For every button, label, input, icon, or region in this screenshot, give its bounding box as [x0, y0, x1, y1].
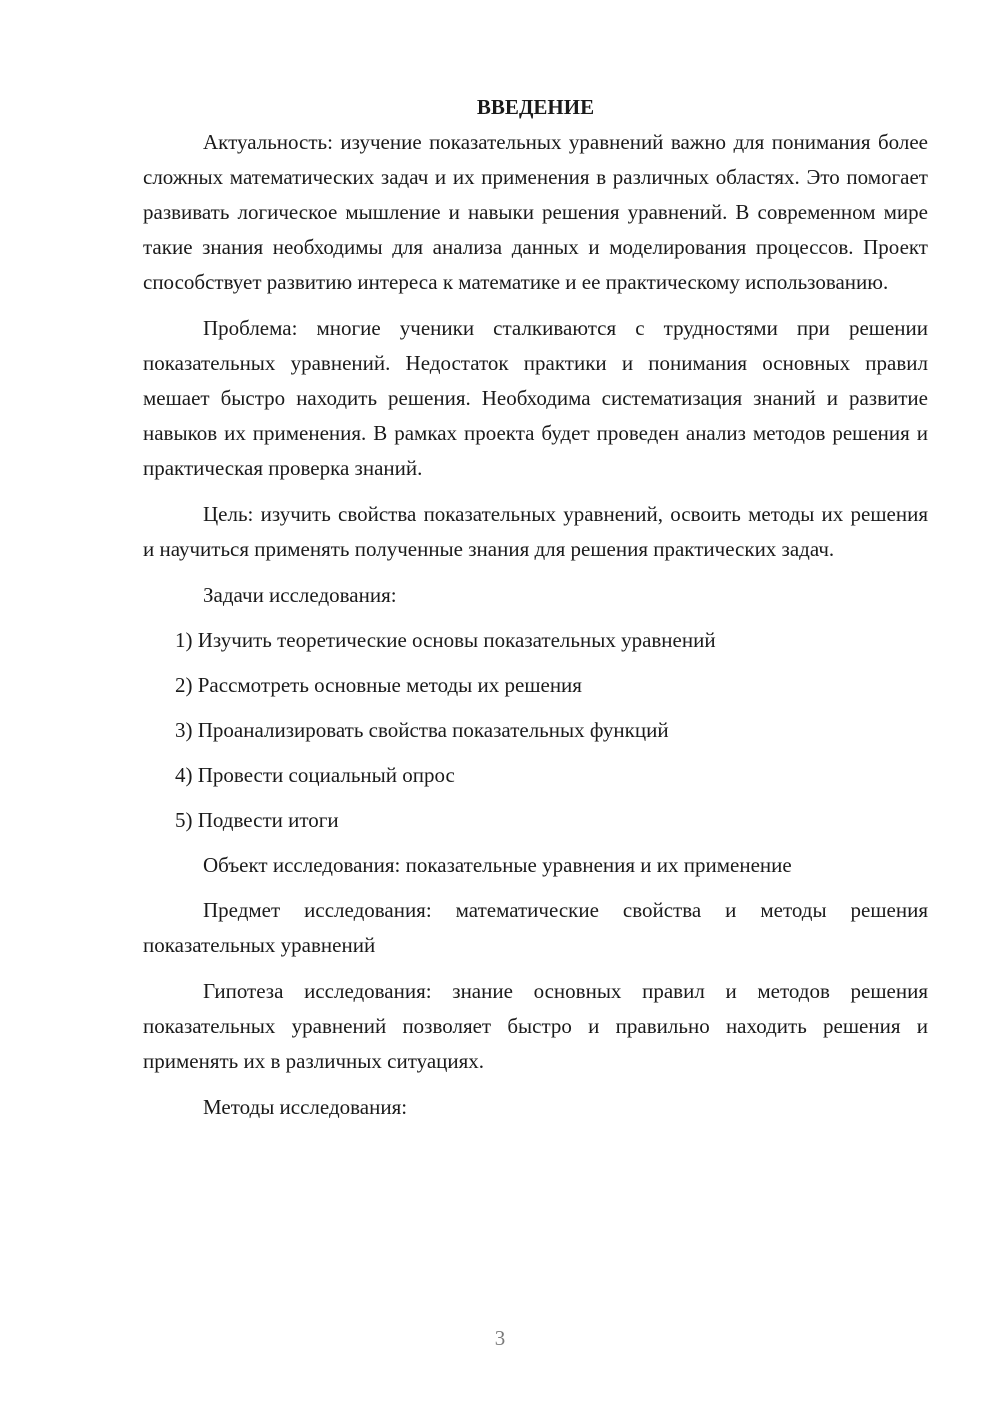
paragraph-goal: Цель: изучить свойства показательных уравнений, освоить методы их решения и научиться применять полученные знания для решения практических задач. [143, 502, 928, 561]
paragraph-problem: Проблема: многие ученики сталкиваются с трудностями при решении показательных уравнений. Недостаток практики и понимания основных правил мешает быстро находить решения. Необходима систематизация знаний и развитие навыков их применения. В рамках проекта будет проведен анализ методов решения и практическая проверка знаний. [143, 316, 928, 480]
paragraph-subject: Предмет исследования: математические свойства и методы решения показательных уравнений [143, 898, 928, 957]
paragraph-methods: Методы исследования: [203, 1095, 408, 1119]
paragraph-tasks-heading: Задачи исследования: [203, 583, 397, 607]
section-heading: ВВЕДЕНИЕ [476, 95, 595, 119]
paragraph-hypothesis: Гипотеза исследования: знание основных правил и методов решения показательных уравнений позволяет быстро и правильно находить решения и применять их в различных ситуациях. [143, 979, 928, 1073]
list-item: 3) Проанализировать свойства показательных функций [175, 718, 669, 742]
paragraph-object: Объект исследования: показательные уравнения и их применение [203, 853, 792, 877]
tasks-list [143, 623, 928, 838]
page-number: 3 [494, 1326, 506, 1350]
list-item: 5) Подвести итоги [175, 808, 339, 832]
paragraph-relevance: Актуальность: изучение показательных уравнений важно для понимания более сложных математических задач и их применения в различных областях. Это помогает развивать логическое мышление и навыки решения уравнений. В современном мире такие знания необходимы для анализа данных и моделирования процессов. Проект способствует развитию интереса к математике и ее практическому использованию. [143, 130, 928, 294]
list-item: 2) Рассмотреть основные методы их решения [175, 673, 582, 697]
list-item: 1) Изучить теоретические основы показательных уравнений [175, 628, 716, 652]
list-item: 4) Провести социальный опрос [175, 763, 455, 787]
document-page [143, 90, 928, 1135]
